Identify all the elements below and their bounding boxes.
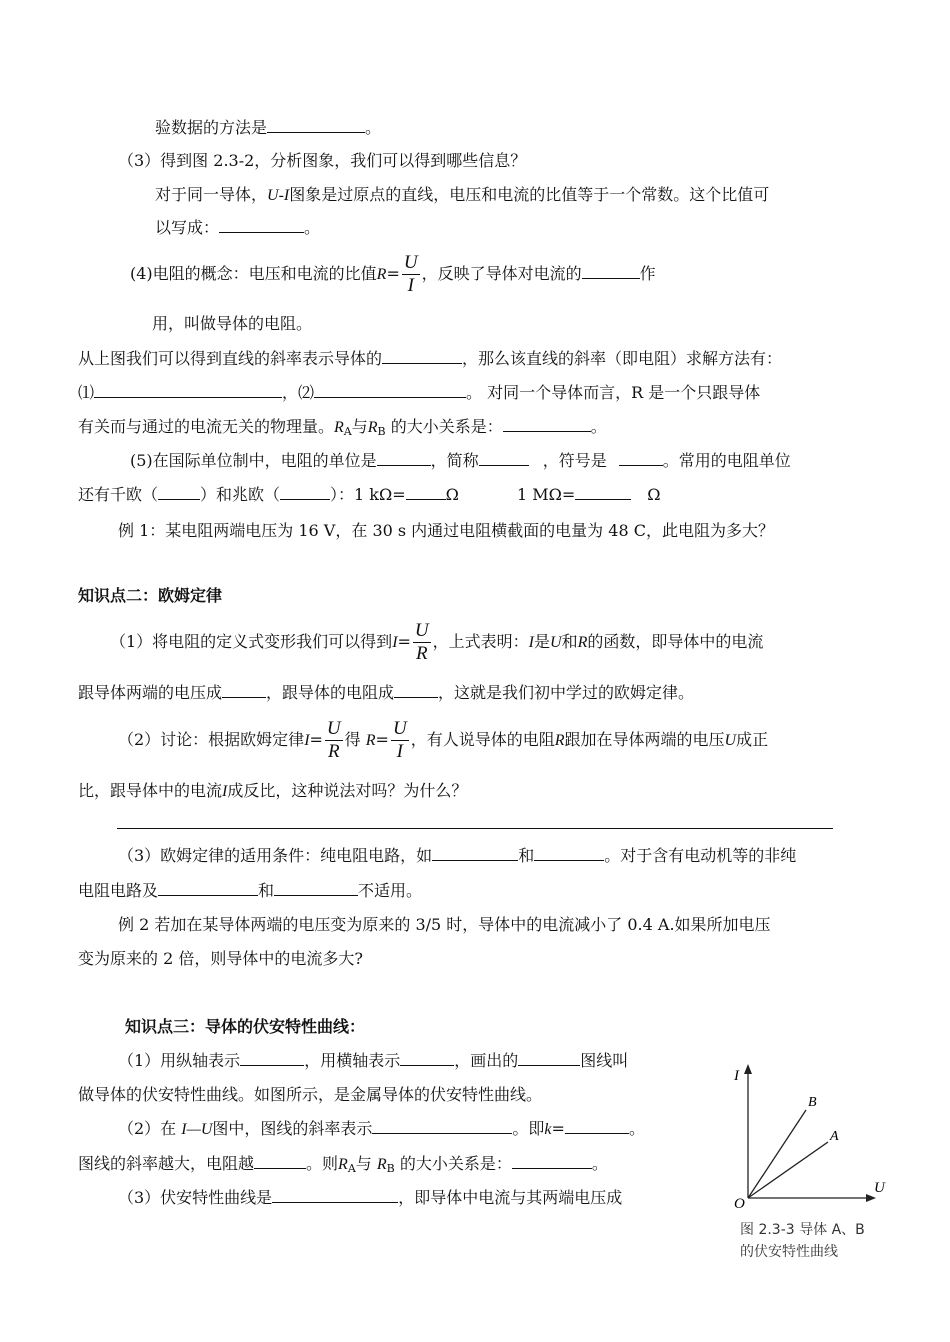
blank-field[interactable]	[372, 1118, 512, 1134]
iv-graph	[728, 1060, 888, 1210]
text-line: 还有千欧（ ）和兆欧（ ）：1 kΩ= Ω 1 MΩ= Ω	[78, 485, 661, 504]
origin-label: O	[734, 1196, 745, 1210]
section-heading: 知识点三：导体的伏安特性曲线：	[125, 1017, 366, 1036]
text-line: 用，叫做导体的电阻。	[152, 314, 313, 333]
text-line: 例 1：某电阻两端电压为 16 V，在 30 s 内通过电阻横截面的电量为 48 C，此电阻为多大？	[118, 521, 774, 540]
text-line: 做导体的伏安特性曲线。如图所示，是金属导体的伏安特性曲线。	[78, 1085, 543, 1104]
blank-field[interactable]	[158, 880, 258, 896]
blank-field[interactable]	[254, 1153, 306, 1169]
blank-field[interactable]	[565, 1118, 629, 1134]
blank-field[interactable]	[94, 382, 282, 398]
line-a	[748, 1142, 828, 1198]
text-line: （2）讨论：根据欧姆定律I= $\frac{U}{R}$ 得 R= $\frac{U}{I}$ ，有人说导体的电阻R跟加在导体两端的电压U成正	[118, 718, 769, 762]
blank-field[interactable]	[582, 263, 640, 279]
blank-field[interactable]	[314, 382, 466, 398]
fraction-u-over-r: $\frac{U}{R}$	[414, 620, 429, 664]
answer-line[interactable]	[117, 828, 833, 829]
text-line: 电阻电路及 和 不适用。	[78, 881, 423, 900]
text-line: 比，跟导体中的电流I成反比，这种说法对吗？为什么？	[78, 781, 468, 800]
text-line: 例 2 若加在某导体两端的电压变为原来的 3/5 时，导体中的电流减小了 0.4 A.如果所加电压	[118, 915, 771, 934]
blank-field[interactable]	[518, 1050, 580, 1066]
fraction-u-over-r: $\frac{U}{R}$	[326, 718, 341, 762]
blank-field[interactable]	[394, 682, 438, 698]
blank-field[interactable]	[512, 1153, 592, 1169]
text-line: 有关而与通过的电流无关的物理量。$R_A$与$R_B$ 的大小关系是： 。	[78, 417, 607, 438]
blank-field[interactable]	[274, 880, 358, 896]
text-line: （3）欧姆定律的适用条件：纯电阻电路，如 和 。对于含有电动机等的非纯	[118, 846, 797, 865]
text-line: (5)在国际单位制中，电阻的单位是 ，简称 ，符号是 。常用的电阻单位	[130, 451, 791, 470]
line-a-label: A	[830, 1129, 839, 1144]
blank-field[interactable]	[534, 845, 604, 861]
text-line: 跟导体两端的电压成 ，跟导体的电阻成 ，这就是我们初中学过的欧姆定律。	[78, 683, 695, 702]
text-line: ⑴ ，⑵ 。 对同一个导体而言，R 是一个只跟导体	[78, 383, 761, 402]
text-line: 图线的斜率越大，电阻越 。则$R_A$与 $R_B$ 的大小关系是： 。	[78, 1154, 608, 1175]
section-heading: 知识点二：欧姆定律	[78, 586, 223, 605]
blank-field[interactable]	[377, 450, 431, 466]
blank-field[interactable]	[272, 1187, 398, 1203]
blank-field[interactable]	[280, 484, 330, 500]
iv-characteristic-figure	[728, 1060, 888, 1280]
figure-caption: 的伏安特性曲线	[740, 1244, 838, 1260]
y-axis-arrow-icon	[744, 1064, 752, 1074]
text-line: 变为原来的 2 倍，则导体中的电流多大?	[78, 949, 363, 968]
text-line: （2）在 I—U图中，图线的斜率表示 。即k= 。	[118, 1119, 645, 1138]
blank-field[interactable]	[400, 1050, 454, 1066]
text-line: 以写成： 。	[155, 218, 321, 237]
blank-field[interactable]	[382, 348, 462, 364]
fraction-u-over-i: $\frac{U}{I}$	[392, 718, 407, 762]
text-line: 验数据的方法是 。	[155, 118, 382, 137]
text-line: (4)电阻的概念：电压和电流的比值R= $\frac{U}{I}$ ，反映了导体对电流的 作	[130, 252, 656, 296]
fraction-u-over-i: $\frac{U}{I}$	[403, 252, 418, 296]
y-axis-label: I	[734, 1068, 739, 1084]
blank-field[interactable]	[503, 416, 591, 432]
blank-field[interactable]	[406, 484, 446, 500]
text-line: （3）得到图 2.3-2，分析图象，我们可以得到哪些信息？	[118, 151, 527, 170]
blank-field[interactable]	[619, 450, 663, 466]
blank-field[interactable]	[267, 117, 365, 133]
text-line: 从上图我们可以得到直线的斜率表示导体的 ，那么该直线的斜率（即电阻）求解方法有：	[78, 349, 783, 368]
blank-field[interactable]	[479, 450, 529, 466]
blank-field[interactable]	[575, 484, 631, 500]
text-line: 对于同一导体，U-I图象是过原点的直线，电压和电流的比值等于一个常数。这个比值可	[155, 185, 770, 204]
blank-field[interactable]	[158, 484, 200, 500]
blank-field[interactable]	[240, 1050, 304, 1066]
x-axis-label: U	[874, 1180, 885, 1196]
text-line: （1）用纵轴表示 ，用横轴表示 ，画出的 图线叫	[118, 1051, 629, 1070]
blank-field[interactable]	[432, 845, 518, 861]
text-line: （1）将电阻的定义式变形我们可以得到I= $\frac{U}{R}$ ，上式表明：I是U和R的函数，即导体中的电流	[110, 620, 764, 664]
figure-caption: 图 2.3-3 导体 A、B	[740, 1222, 865, 1238]
text-line: （3）伏安特性曲线是 ，即导体中电流与其两端电压成	[118, 1188, 623, 1207]
blank-field[interactable]	[219, 217, 304, 233]
line-b-label: B	[808, 1095, 817, 1110]
line-b	[748, 1110, 806, 1198]
blank-field[interactable]	[222, 682, 266, 698]
